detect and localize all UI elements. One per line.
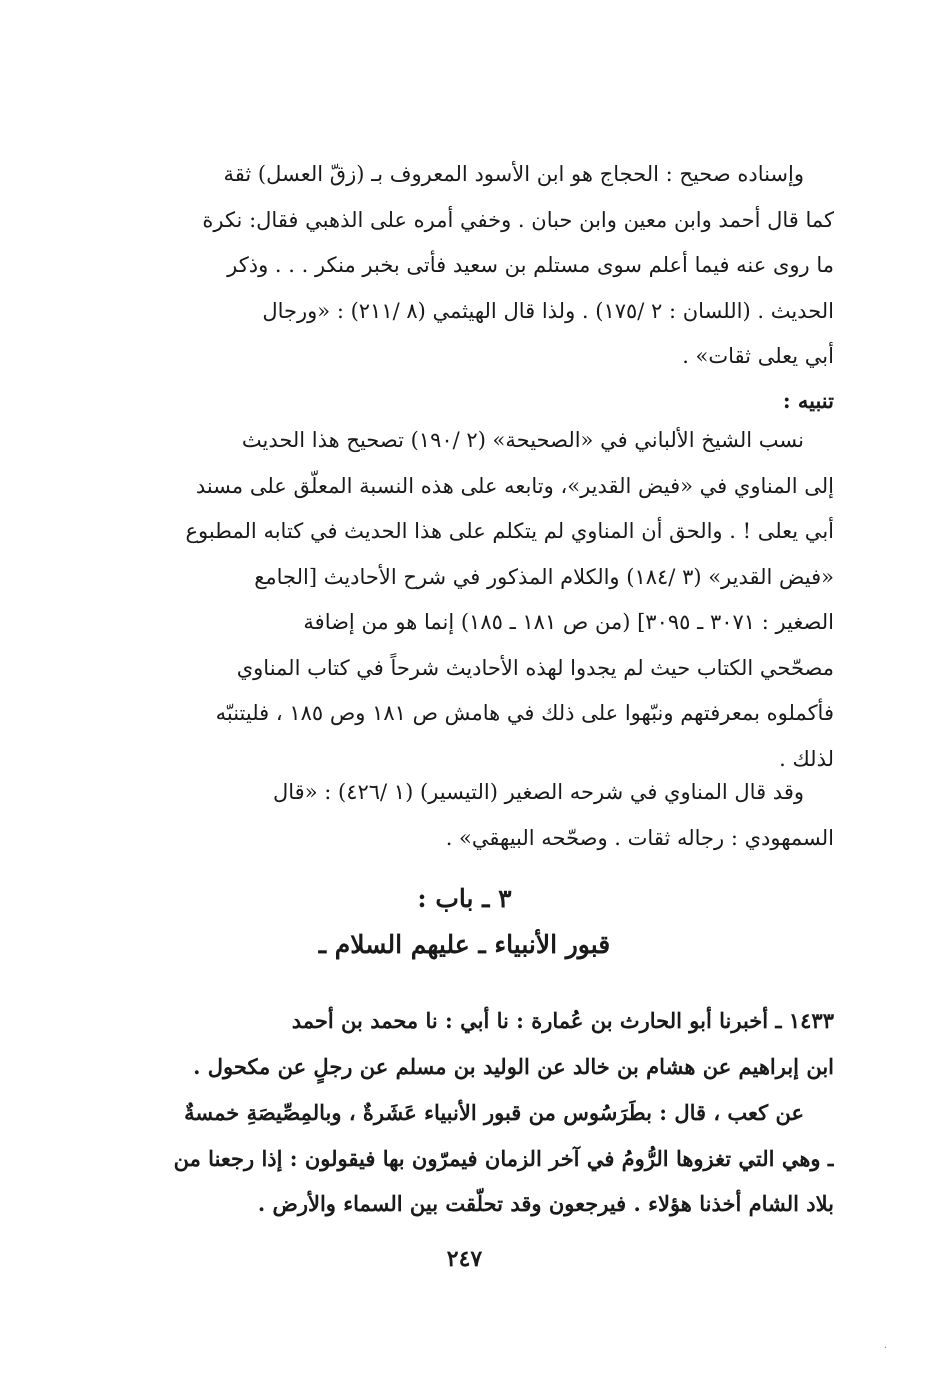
chapter-number: ٣ ـ باب : xyxy=(417,884,512,913)
notice-heading: تنبيه : xyxy=(782,388,834,413)
text-line: كما قال أحمد وابن معين وابن حبان . وخفي أمره على الذهبي فقال: نكرة xyxy=(202,207,834,232)
text-line: نسب الشيخ الألباني في «الصحيحة» (٢ /١٩٠) تصحيح هذا الحديث xyxy=(241,428,804,452)
text-line: ـ وهي التي تغزوها الرُّومُ في آخر الزمان فيمرّون بها فيقولون : إذا رجعنا من xyxy=(173,1145,834,1171)
corner-mark: . xyxy=(883,1340,887,1351)
notice-paragraph xyxy=(99,418,834,782)
page-number: ٢٤٧ xyxy=(446,1246,483,1272)
text-line: السمهودي : رجاله ثقات . وصحّحه البيهقي» . xyxy=(445,825,834,850)
text-line: ما روى عنه فيما أعلم سوى مستلم بن سعيد فأتى بخبر منكر . . . وذكر xyxy=(227,253,834,277)
text-line: وإسناده صحيح : الحجاج هو ابن الأسود المعروف بـ (زقّ العسل) ثقة xyxy=(223,162,804,186)
text-line: لذلك . xyxy=(779,746,834,771)
text-line: إلى المناوي في «فيض القدير»، وتابعه على هذه النسبة المعلّق على مسند xyxy=(195,473,834,498)
text-line: بلاد الشام أخذنا هؤلاء . فيرجعون وقد تحلّقت بين السماء والأرض . xyxy=(257,1191,834,1216)
text-line: ابن إبراهيم عن هشام بن خالد عن الوليد بن مسلم عن رجلٍ عن مكحول . xyxy=(193,1053,834,1079)
text-line: ١٤٣٣ ـ أخبرنا أبو الحارث بن عُمارة : نا أبي : نا محمد بن أحمد xyxy=(291,1008,834,1033)
text-line: الصغير : ٣٠٧١ ـ ٣٠٩٥] (من ص ١٨١ ـ ١٨٥) إنما هو من إضافة xyxy=(303,610,834,634)
chapter-title: قبور الأنبياء ـ عليهم السلام ـ xyxy=(318,930,611,959)
commentary-paragraph-munawi xyxy=(99,770,834,861)
hadith-isnad xyxy=(99,998,834,1089)
text-line: مصحّحي الكتاب حيث لم يجدوا لهذه الأحاديث شرحاً في كتاب المناوي xyxy=(236,655,834,680)
text-line: أبي يعلى ثقات» . xyxy=(682,344,834,368)
text-line: الحديث . (اللسان : ٢ /١٧٥) . ولذا قال الهيثمي (٨ /٢١١) : «ورجال xyxy=(262,298,834,323)
text-line: أبي يعلى ! . والحق أن المناوي لم يتكلم على هذا الحديث في كتابه المطبوع xyxy=(185,519,834,543)
text-line: عن كعب ، قال : بطَرَسُوس من قبور الأنبياء عَشَرةٌ ، وبالمِصِّيصَةِ خمسةٌ xyxy=(184,1100,804,1125)
commentary-paragraph-isnad xyxy=(99,152,834,380)
text-line: وقد قال المناوي في شرحه الصغير (التيسير) (١ /٤٢٦) : «قال xyxy=(273,780,804,804)
text-line: «فيض القدير» (٣ /١٨٤) والكلام المذكور في شرح الأحاديث [الجامع xyxy=(254,564,834,589)
text-line: فأكملوه بمعرفتهم ونبّهوا على ذلك في هامش ص ١٨١ وص ١٨٥ ، فليتنبّه xyxy=(215,701,834,725)
hadith-matn xyxy=(99,1090,834,1227)
